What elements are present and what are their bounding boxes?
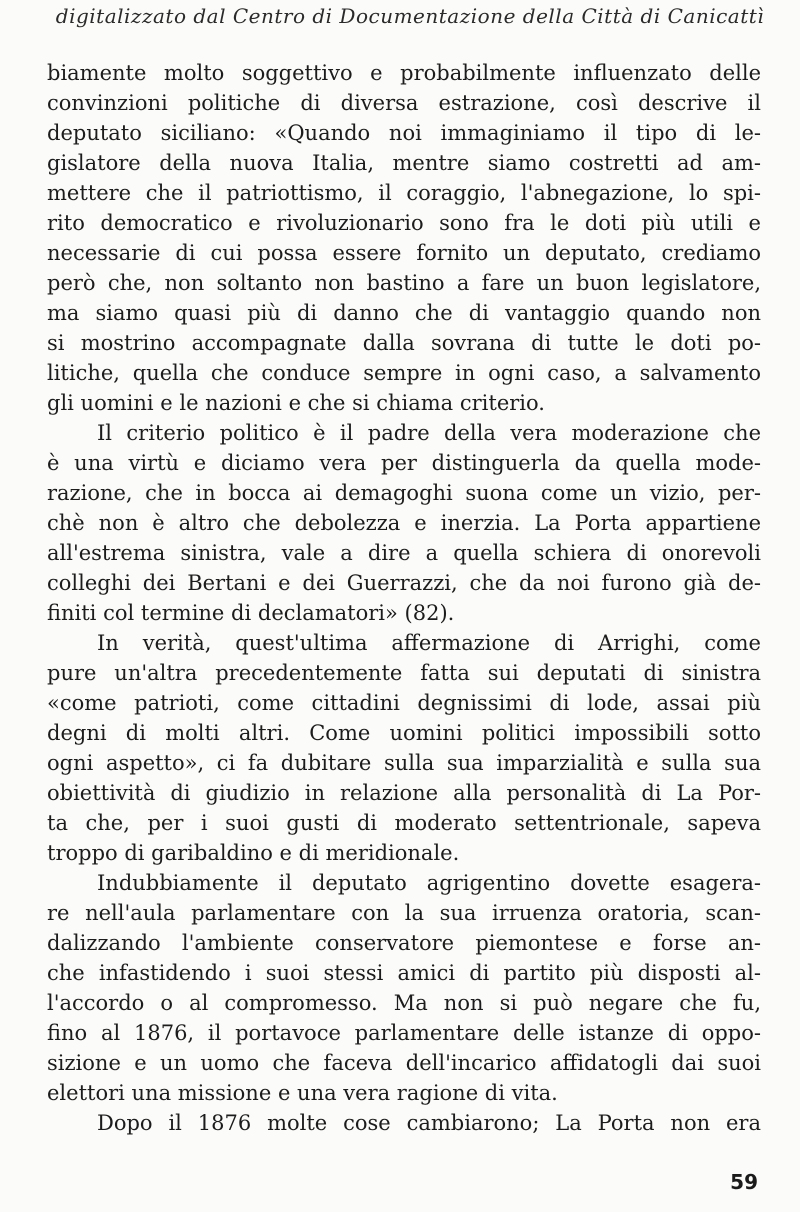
text-line: ma siamo quasi più di danno che di vantaggio quando non	[47, 301, 761, 325]
text-line: Il criterio politico è il padre della vera moderazione che	[97, 421, 761, 445]
text-line: necessarie di cui possa essere fornito un deputato, crediamo	[47, 241, 761, 265]
text-line: mettere che il patriottismo, il coraggio, l'abnegazione, lo spi-	[47, 181, 761, 205]
text-line: troppo di garibaldino e di meridionale.	[47, 841, 460, 865]
text-line: Dopo il 1876 molte cose cambiarono; La Porta non era	[97, 1111, 761, 1135]
paragraph	[47, 628, 761, 868]
text-line: l'accordo o al compromesso. Ma non si può negare che fu,	[47, 991, 761, 1015]
text-line: sizione e un uomo che faceva dell'incarico affidatogli dai suoi	[47, 1051, 761, 1075]
text-line: Indubbiamente il deputato agrigentino dovette esagera-	[97, 871, 761, 895]
text-line: all'estrema sinistra, vale a dire a quella schiera di onorevoli	[47, 541, 761, 565]
text-line: razione, che in bocca ai demagoghi suona come un vizio, per-	[47, 481, 761, 505]
text-line: elettori una missione e una vera ragione di vita.	[47, 1081, 558, 1105]
text-line: si mostrino accompagnate dalla sovrana di tutte le doti po-	[47, 331, 761, 355]
text-line: colleghi dei Bertani e dei Guerrazzi, che da noi furono già de-	[47, 571, 761, 595]
text-line: litiche, quella che conduce sempre in ogni caso, a salvamento	[47, 361, 761, 385]
text-line: «come patrioti, come cittadini degnissimi di lode, assai più	[47, 691, 761, 715]
text-line: re nell'aula parlamentare con la sua irruenza oratoria, scan-	[47, 901, 761, 925]
text-line: fino al 1876, il portavoce parlamentare delle istanze di oppo-	[47, 1021, 761, 1045]
text-line: dalizzando l'ambiente conservatore piemontese e forse an-	[47, 931, 761, 955]
page-number: 59	[730, 1170, 758, 1194]
text-line: finiti col termine di declamatori» (82).	[47, 601, 455, 625]
text-line: biamente molto soggettivo e probabilmente influenzato delle	[47, 61, 761, 85]
text-line: gli uomini e le nazioni e che si chiama criterio.	[47, 391, 545, 415]
text-line: chè non è altro che debolezza e inerzia. La Porta appartiene	[47, 511, 761, 535]
text-line: gislatore della nuova Italia, mentre siamo costretti ad am-	[47, 151, 761, 175]
text-line: però che, non soltanto non bastino a fare un buon legislatore,	[47, 271, 761, 295]
text-line: obiettività di giudizio in relazione alla personalità di La Por-	[47, 781, 761, 805]
text-line: ogni aspetto», ci fa dubitare sulla sua imparzialità e sulla sua	[47, 751, 761, 775]
body-text	[47, 58, 761, 1138]
text-line: In verità, quest'ultima affermazione di Arrighi, come	[97, 631, 761, 655]
text-line: che infastidendo i suoi stessi amici di partito più disposti al-	[47, 961, 761, 985]
paragraph	[47, 418, 761, 628]
digitization-stamp: digitalizzato dal Centro di Documentazione della Città di Canicattì	[55, 4, 765, 28]
text-line: degni di molti altri. Come uomini politici impossibili sotto	[47, 721, 761, 745]
text-line: pure un'altra precedentemente fatta sui deputati di sinistra	[47, 661, 761, 685]
paragraph	[47, 1108, 761, 1138]
paragraph	[47, 58, 761, 418]
text-line: deputato siciliano: «Quando noi immaginiamo il tipo di le-	[47, 121, 761, 145]
text-line: convinzioni politiche di diversa estrazione, così descrive il	[47, 91, 761, 115]
text-line: è una virtù e diciamo vera per distinguerla da quella mode-	[47, 451, 761, 475]
text-line: rito democratico e rivoluzionario sono fra le doti più utili e	[47, 211, 761, 235]
paragraph	[47, 868, 761, 1108]
text-line: ta che, per i suoi gusti di moderato settentrionale, sapeva	[47, 811, 761, 835]
